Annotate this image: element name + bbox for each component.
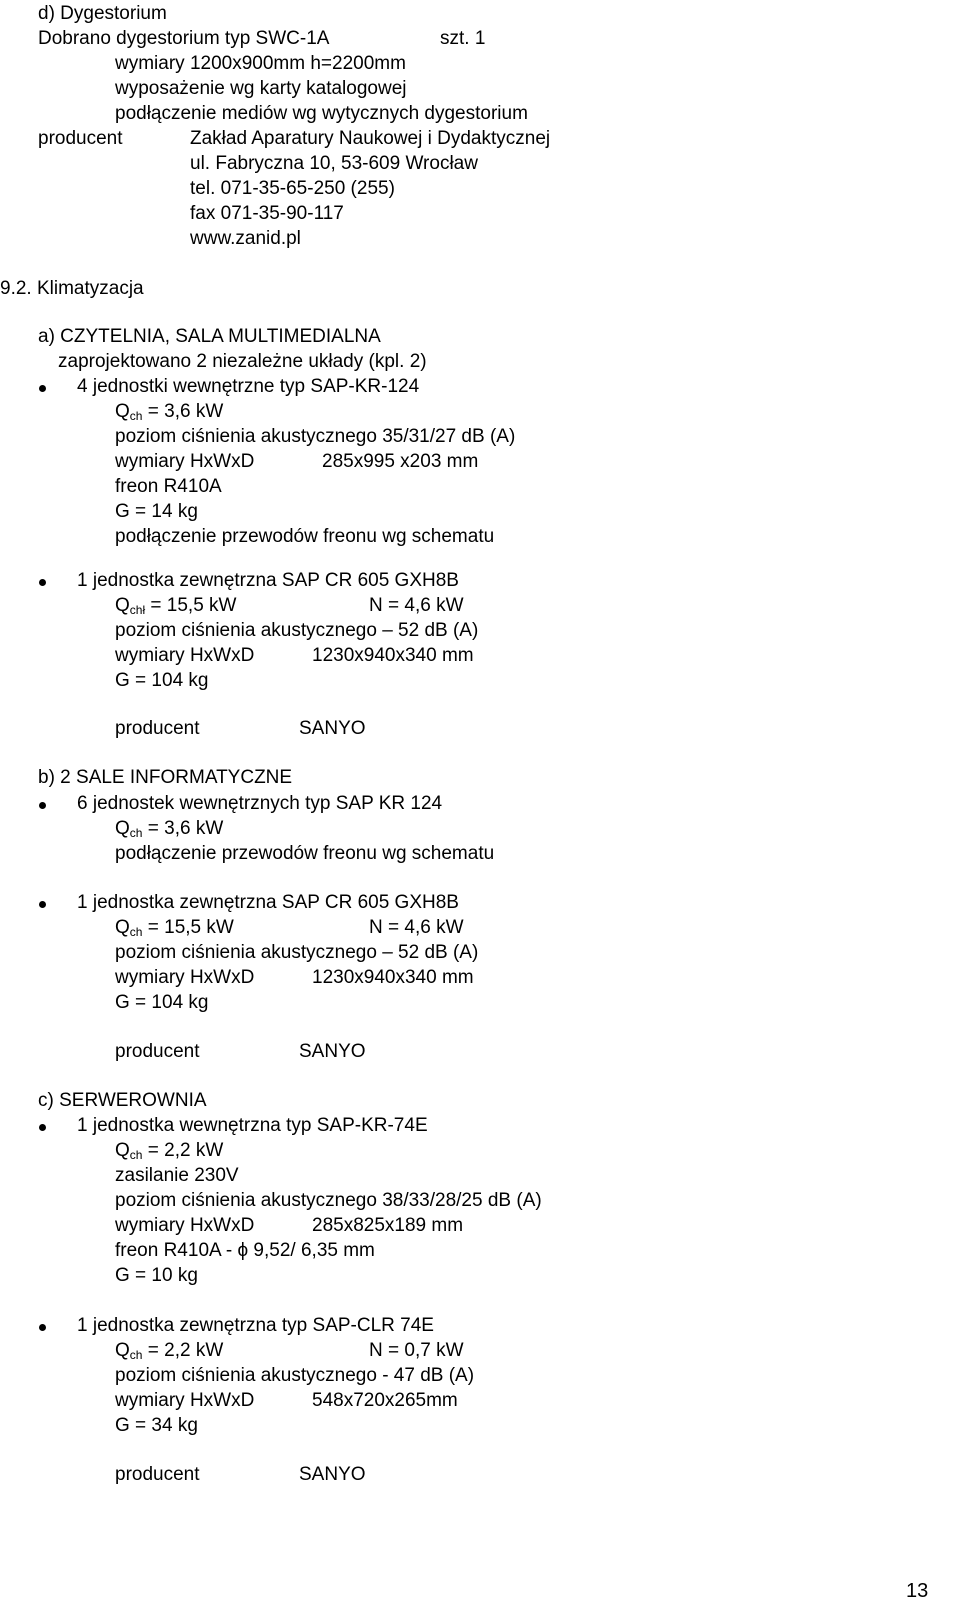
it-rooms-outdoor-dims-value: 1230x940x340 mm <box>312 967 474 988</box>
fume-hood-qty: szt. 1 <box>440 28 486 49</box>
server-room-heading: c) SERWEROWNIA <box>38 1090 207 1111</box>
reading-room-outdoor-power: N = 4,6 kW <box>369 595 464 616</box>
it-rooms-indoor-capacity: $Q_{ch} = 3,6$ kW <box>115 818 224 840</box>
it-rooms-producer-label: producent <box>115 1041 200 1062</box>
server-room-outdoor-weight: G = 34 kg <box>115 1415 198 1436</box>
reading-room-outdoor-dims-label: wymiary HxWxD <box>115 645 255 666</box>
bullet-icon <box>39 901 46 908</box>
reading-room-indoor-weight: G = 14 kg <box>115 501 198 522</box>
page-number: 13 <box>906 1580 929 1602</box>
server-room-outdoor-capacity: $Q_{ch} = 2,2$ kW <box>115 1340 224 1362</box>
it-rooms-outdoor-power: N = 4,6 kW <box>369 917 464 938</box>
bullet-icon <box>39 579 46 586</box>
fume-hood-equipment: wyposażenie wg karty katalogowej <box>115 78 407 99</box>
server-room-indoor-dims-label: wymiary HxWxD <box>115 1215 255 1236</box>
bullet-icon <box>39 385 46 392</box>
reading-room-outdoor-title: 1 jednostka zewnętrzna SAP CR 605 GXH8B <box>77 570 459 591</box>
reading-room-intro: zaprojektowano 2 niezależne układy (kpl. 2) <box>58 351 427 372</box>
reading-room-heading: a) CZYTELNIA, SALA MULTIMEDIALNA <box>38 326 381 347</box>
reading-room-indoor-piping: podłączenie przewodów freonu wg schematu <box>115 526 495 547</box>
reading-room-producer-label: producent <box>115 718 200 739</box>
it-rooms-indoor-piping: podłączenie przewodów freonu wg schematu <box>115 843 495 864</box>
server-room-indoor-supply: zasilanie 230V <box>115 1165 239 1186</box>
server-room-outdoor-title: 1 jednostka zewnętrzna typ SAP-CLR 74E <box>77 1315 434 1336</box>
bullet-icon <box>39 802 46 809</box>
server-room-outdoor-noise: poziom ciśnienia akustycznego - 47 dB (A) <box>115 1365 475 1386</box>
server-room-outdoor-dims-value: 548x720x265mm <box>312 1390 458 1411</box>
reading-room-indoor-dims-label: wymiary HxWxD <box>115 451 255 472</box>
server-room-indoor-weight: G = 10 kg <box>115 1265 198 1286</box>
reading-room-outdoor-dims-value: 1230x940x340 mm <box>312 645 474 666</box>
it-rooms-outdoor-capacity: $Q_{ch} = 15,5$ kW <box>115 917 234 939</box>
server-room-producer-name: SANYO <box>299 1464 366 1485</box>
server-room-indoor-title: 1 jednostka wewnętrzna typ SAP-KR-74E <box>77 1115 428 1136</box>
it-rooms-heading: b) 2 SALE INFORMATYCZNE <box>38 767 293 788</box>
reading-room-indoor-refrigerant: freon R410A <box>115 476 222 497</box>
reading-room-outdoor-capacity: $Q_{chł} = 15,5$ kW <box>115 595 237 617</box>
fume-hood-model: Dobrano dygestorium typ SWC-1A <box>38 28 330 49</box>
reading-room-indoor-capacity: $Q_{ch} = 3,6$ kW <box>115 401 224 423</box>
it-rooms-indoor-title: 6 jednostek wewnętrznych typ SAP KR 124 <box>77 793 443 814</box>
fume-hood-producer-name: Zakład Aparatury Naukowej i Dydaktycznej <box>190 128 551 149</box>
it-rooms-producer-name: SANYO <box>299 1041 366 1062</box>
reading-room-outdoor-noise: poziom ciśnienia akustycznego – 52 dB (A) <box>115 620 479 641</box>
bullet-icon <box>39 1124 46 1131</box>
server-room-outdoor-dims-label: wymiary HxWxD <box>115 1390 255 1411</box>
reading-room-indoor-title: 4 jednostki wewnętrzne typ SAP-KR-124 <box>77 376 420 397</box>
section-title: 9.2. Klimatyzacja <box>0 278 144 299</box>
section-heading-fume-hood: d) Dygestorium <box>38 3 167 24</box>
fume-hood-producer-label: producent <box>38 128 123 149</box>
fume-hood-phone: tel. 071-35-65-250 (255) <box>190 178 395 199</box>
fume-hood-media: podłączenie mediów wg wytycznych dygestorium <box>115 103 528 124</box>
fume-hood-dimensions: wymiary 1200x900mm h=2200mm <box>115 53 406 74</box>
reading-room-outdoor-weight: G = 104 kg <box>115 670 209 691</box>
server-room-indoor-refrigerant: freon R410A - ϕ 9,52/ 6,35 mm <box>115 1240 375 1261</box>
bullet-icon <box>39 1324 46 1331</box>
server-room-outdoor-power: N = 0,7 kW <box>369 1340 464 1361</box>
server-room-indoor-dims-value: 285x825x189 mm <box>312 1215 464 1236</box>
it-rooms-outdoor-weight: G = 104 kg <box>115 992 209 1013</box>
it-rooms-outdoor-title: 1 jednostka zewnętrzna SAP CR 605 GXH8B <box>77 892 459 913</box>
server-room-producer-label: producent <box>115 1464 200 1485</box>
fume-hood-address: ul. Fabryczna 10, 53-609 Wrocław <box>190 153 478 174</box>
reading-room-indoor-dims-value: 285x995 x203 mm <box>322 451 479 472</box>
fume-hood-fax: fax 071-35-90-117 <box>190 203 344 224</box>
server-room-indoor-capacity: $Q_{ch} = 2,2$ kW <box>115 1140 224 1162</box>
it-rooms-outdoor-dims-label: wymiary HxWxD <box>115 967 255 988</box>
reading-room-producer-name: SANYO <box>299 718 366 739</box>
fume-hood-website: www.zanid.pl <box>190 228 301 249</box>
reading-room-indoor-noise: poziom ciśnienia akustycznego 35/31/27 dB (A) <box>115 426 516 447</box>
it-rooms-outdoor-noise: poziom ciśnienia akustycznego – 52 dB (A) <box>115 942 479 963</box>
server-room-indoor-noise: poziom ciśnienia akustycznego 38/33/28/25 dB (A) <box>115 1190 542 1211</box>
